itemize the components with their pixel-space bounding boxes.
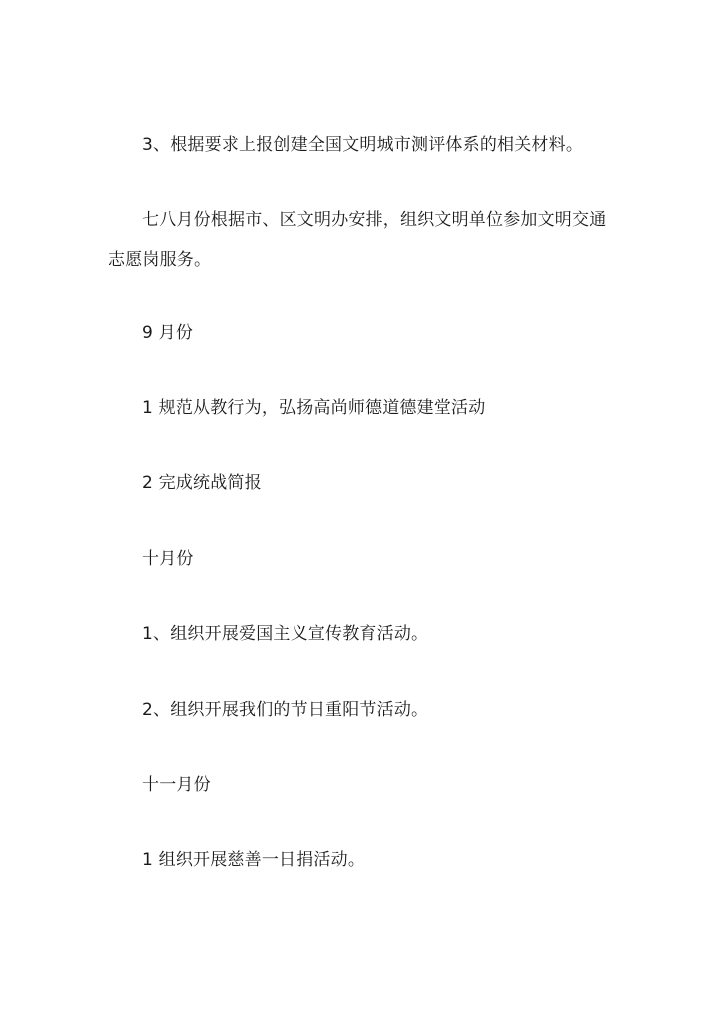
paragraph-6: 十月份 (142, 549, 194, 569)
paragraph-3: 9 月份 (142, 323, 194, 343)
paragraph-7: 1、组织开展爱国主义宣传教育活动。 (142, 624, 429, 644)
paragraph-4: 1 规范从教行为，弘扬高尚师德道德建堂活动 (142, 398, 486, 418)
paragraph-5: 2 完成统战简报 (142, 473, 262, 493)
paragraph-2: 七八月份根据市、区文明办安排，组织文明单位参加文明交通志愿岗服务。 (108, 210, 607, 270)
paragraph-10: 1 组织开展慈善一日捐活动。 (142, 850, 366, 870)
paragraph-9: 十一月份 (142, 775, 211, 795)
paragraph-8: 2、组织开展我们的节日重阳节活动。 (142, 700, 429, 720)
paragraph-1: 3、根据要求上报创建全国文明城市测评体系的相关材料。 (142, 135, 584, 155)
